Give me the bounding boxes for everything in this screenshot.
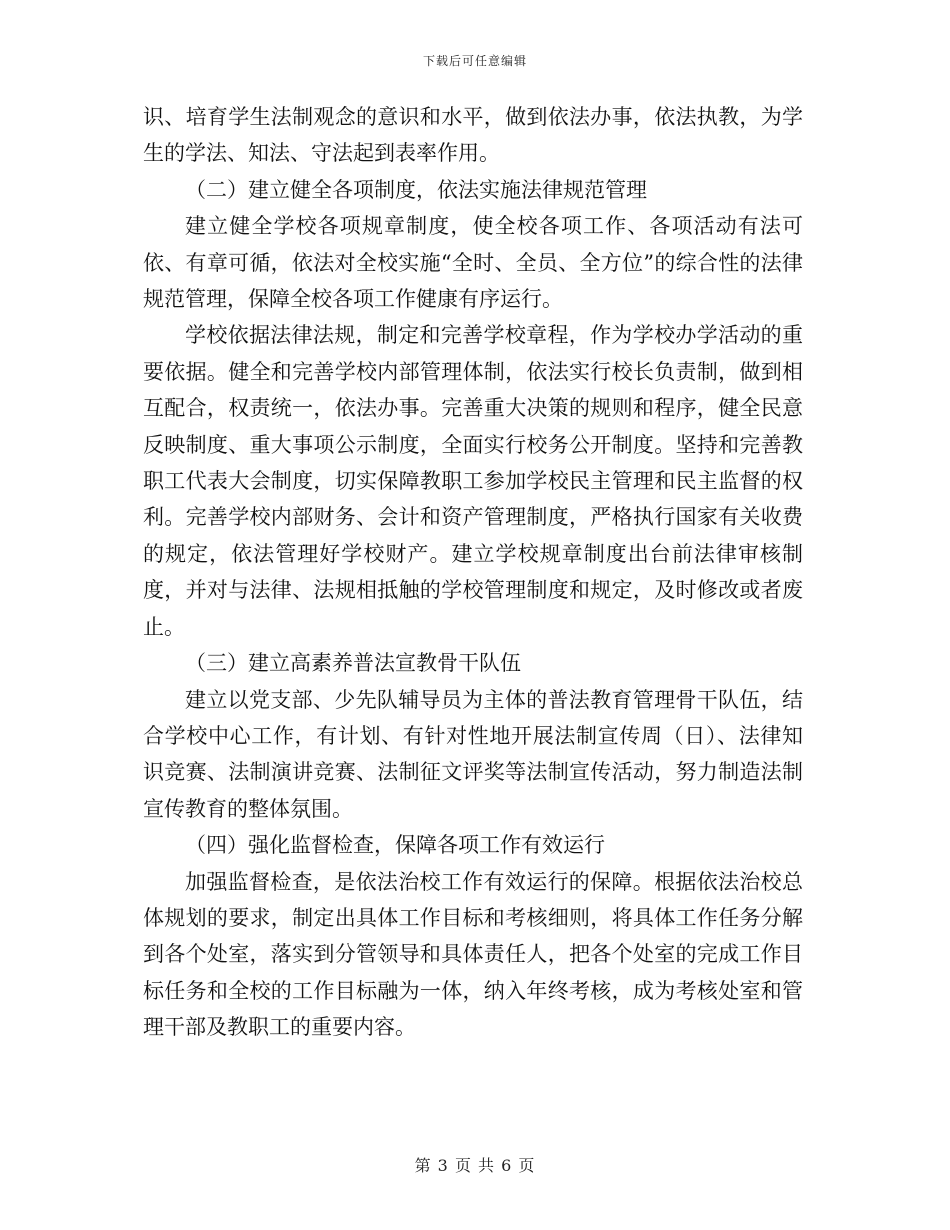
document-body	[143, 99, 803, 1046]
paragraph: 建立以党支部、少先队辅导员为主体的普法教育管理骨干队伍，结合学校中心工作，有计划、有针对性地开展法制宣传周（日）、法律知识竞赛、法制演讲竞赛、法制征文评奖等法制宣传活动，努力制造法制宣传教育的整体氛围。	[143, 687, 803, 821]
paragraph: 建立健全学校各项规章制度，使全校各项工作、各项活动有法可依、有章可循，依法对全校实施“全时、全员、全方位”的综合性的法律规范管理，保障全校各项工作健康有序运行。	[143, 214, 803, 312]
paragraph: 学校依据法律法规，制定和完善学校章程，作为学校办学活动的重要依据。健全和完善学校内部管理体制，依法实行校长负责制，做到相互配合，权责统一，依法办事。完善重大决策的规则和程序，健全民意反映制度、重大事项公示制度，全面实行校务公开制度。坚持和完善教职工代表大会制度，切实保障教职工参加学校民主管理和民主监督的权利。完善学校内部财务、会计和资产管理制度，严格执行国家有关收费的规定，依法管理好学校财产。建立学校规章制度出台前法律审核制度，并对与法律、法规相抵触的学校管理制度和规定，及时修改或者废止。	[143, 323, 803, 639]
paragraph: 加强监督检查，是依法治校工作有效运行的保障。根据依法治校总体规划的要求，制定出具体工作目标和考核细则，将具体工作任务分解到各个处室，落实到分管领导和具体责任人，把各个处室的完成工作目标任务和全校的工作目标融为一体，纳入年终考核，成为考核处室和管理干部及教职工的重要内容。	[143, 869, 803, 1040]
section-heading-4: （四）强化监督检查，保障各项工作有效运行	[185, 833, 605, 858]
page-number-footer: 第 3 页 共 6 页	[414, 1156, 536, 1175]
page-header: 下载后可任意编辑	[422, 54, 527, 68]
section-heading-2: （二）建立健全各项制度，依法实施法律规范管理	[185, 177, 647, 202]
paragraph-continued: 识、培育学生法制观念的意识和水平，做到依法办事，依法执教，为学生的学法、知法、守法起到表率作用。	[143, 105, 803, 166]
section-heading-3: （三）建立高素养普法宣教骨干队伍	[185, 651, 521, 676]
